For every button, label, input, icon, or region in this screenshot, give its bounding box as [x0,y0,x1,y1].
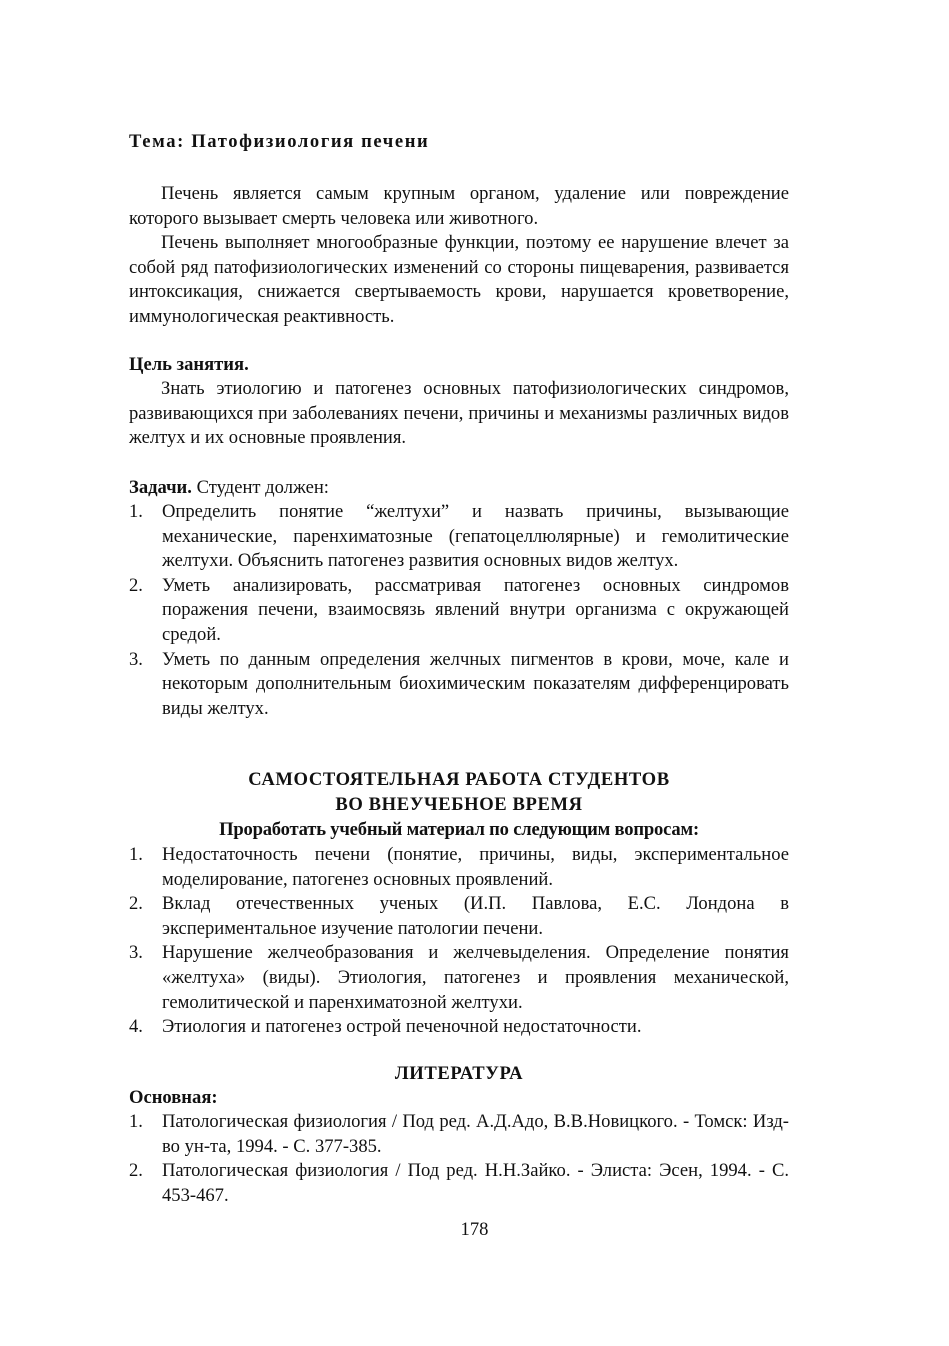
goal-paragraph: Знать этиологию и патогенез основных патофизиологических синдромов, развивающихся при заболеваниях печени, причины и механизмы различных видов желтух и их основные проявления. [129,378,789,449]
list-item [129,1110,789,1159]
goal-heading: Цель занятия. [129,354,249,375]
list-item-number: 2. [129,893,143,915]
tasks-heading [129,476,789,501]
self-work-title-line: ВО ВНЕУЧЕБНОЕ ВРЕМЯ [335,794,583,815]
tasks-list [129,500,789,721]
list-item-number: 1. [129,501,143,522]
tasks-lead: Студент должен: [196,477,329,498]
intro-paragraph: Печень выполняет многообразные функции, поэтому ее нарушение влечет за собой ряд патофизиологических изменений со стороны пищеварения, развивается интоксикация, снижается свертываемость крови, нарушается кроветворение, иммунологическая реактивность. [129,232,789,327]
page-number: 178 [460,1219,489,1240]
list-item-text: Патологическая физиология / Под ред. А.Д.Адо, В.В.Новицкого. - Томск: Изд-во ун-та, 1994. - С. 377-385. [162,1111,789,1157]
self-work-subtitle: Проработать учебный материал по следующим вопросам: [219,819,699,840]
list-item [129,500,789,574]
goal-section [129,377,789,451]
list-item-number: 4. [129,1016,143,1038]
list-item-number: 1. [129,844,143,865]
tasks-title: Задачи. [129,477,192,498]
literature-list [129,1110,789,1208]
self-work-heading [129,767,789,817]
list-item-number: 2. [129,1160,143,1182]
list-item-number: 2. [129,574,143,596]
literature-heading: ЛИТЕРАТУРА [394,1063,524,1084]
list-item [129,892,789,941]
intro-section [129,182,789,330]
list-item-text: Этиология и патогенез острой печеночной недостаточности. [162,1016,642,1038]
list-item-number: 1. [129,1111,143,1132]
list-item-text: Патологическая физиология / Под ред. Н.Н.Зайко. - Элиста: Эсен, 1994. - С. 453-467. [162,1160,789,1206]
list-item-text: Недостаточность печени (понятие, причины, виды, экспериментальное моделирование, патогенез основных проявлений. [162,844,789,890]
list-item-text: Определить понятие “желтухи” и назвать причины, вызывающие механические, паренхиматозные (гепатоцеллюлярные) и гемолитические желтухи. Объяснить патогенез развития основных видов желтух. [162,501,789,572]
self-work-title-line: САМОСТОЯТЕЛЬНАЯ РАБОТА СТУДЕНТОВ [248,769,670,790]
self-work-list [129,843,789,1040]
list-item-number: 3. [129,942,143,964]
list-item-text: Уметь по данным определения желчных пигментов в крови, моче, кале и некоторым дополнительным биохимическим показателям дифференцировать виды желтух. [162,648,789,719]
list-item [129,941,789,1015]
list-item-text: Уметь анализировать, рассматривая патогенез основных синдромов поражения печени, взаимосвязь явлений внутри организма с окружающей средой. [162,574,789,645]
list-item-text: Вклад отечественных ученых (И.П. Павлова, Е.С. Лондона в экспериментальное изучение патологии печени. [162,893,789,939]
list-item [129,1159,789,1208]
list-item [129,574,789,648]
list-item-text: Нарушение желчеобразования и желчевыделения. Определение понятия «желтуха» (виды). Этиология, патогенез и проявления механической, гемолитической и паренхиматозной желтухи. [162,942,789,1013]
list-item [129,1015,789,1040]
list-item [129,843,789,892]
list-item [129,648,789,722]
topic-heading: Тема: Патофизиология печени [129,131,430,152]
list-item-number: 3. [129,648,143,670]
intro-paragraph: Печень является самым крупным органом, удаление или повреждение которого вызывает смерть человека или животного. [129,183,789,229]
literature-main-label: Основная: [129,1087,218,1108]
